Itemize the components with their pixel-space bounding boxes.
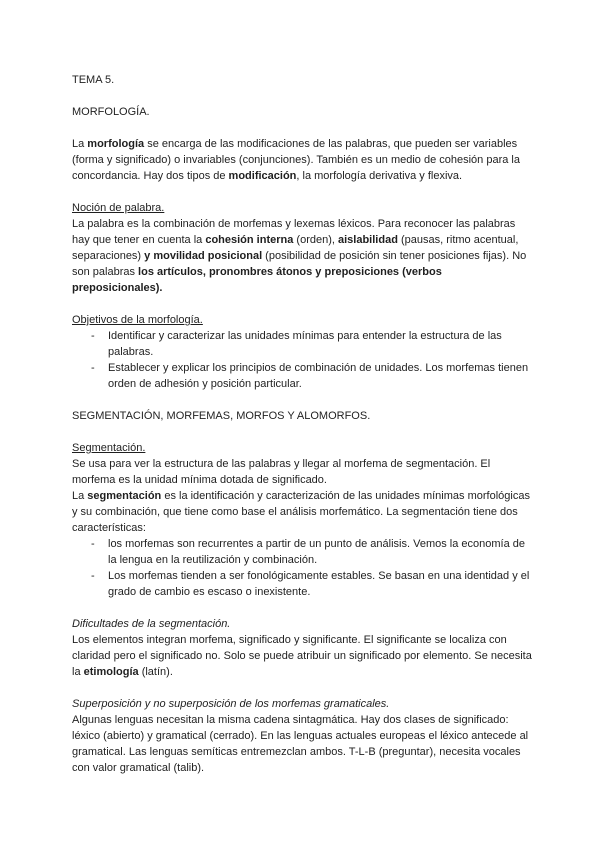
dash-bullet: -	[91, 362, 95, 374]
segmentacion-bold: segmentación	[87, 490, 162, 502]
dash-bullet: -	[91, 538, 95, 550]
objetivos-list	[72, 328, 532, 392]
nocion-heading: Noción de palabra.	[72, 202, 165, 214]
list-item-text: Los morfemas tienden a ser fonológicamente estables. Se basan en una identidad y el grado de cambio es escaso o inexistente.	[108, 570, 530, 598]
list-item-text: Identificar y caracterizar las unidades mínimas para entender la estructura de las palabras.	[108, 330, 502, 358]
nocion-paragraph	[72, 216, 532, 296]
segmentacion-paragraph-1: Se usa para ver la estructura de las palabras y llegar al morfema de segmentación. El morfema es la unidad mínima dotada de significado.	[72, 458, 491, 486]
intro-paragraph	[72, 136, 532, 184]
spacer	[72, 600, 532, 616]
objetivos-heading: Objetivos de la morfología.	[72, 314, 203, 326]
list-item	[72, 328, 532, 360]
segmentacion-paragraph-2	[72, 488, 532, 536]
section-heading-segmentacion: SEGMENTACIÓN, MORFEMAS, MORFOS Y ALOMORFOS.	[72, 410, 371, 422]
dificultades-text-2: (latín).	[138, 666, 173, 678]
dash-bullet: -	[91, 570, 95, 582]
nocion-bold-movilidad: y movilidad posicional	[141, 250, 263, 262]
list-item-text: los morfemas son recurrentes a partir de un punto de análisis. Vemos la economía de la lengua en la reutilización y combinación.	[108, 538, 526, 566]
spacer	[72, 88, 532, 104]
intro-text-3: , la morfología derivativa y flexiva.	[296, 170, 463, 182]
dificultades-bold-etimologia: etimología	[83, 666, 139, 678]
segmentacion-text-2: es la identificación y caracterización de las unidades mínimas morfológicas y su combinación, que tiene como base el análisis morfemático. La segmentación tiene dos características:	[72, 490, 530, 534]
superposicion-heading: Superposición y no superposición de los morfemas gramaticales.	[72, 698, 390, 710]
document-title: TEMA 5.	[72, 74, 115, 86]
segmentacion-text-1: La	[72, 490, 88, 502]
nocion-bold-articulos: los artículos, pronombres átonos y preposiciones (verbos preposicionales).	[72, 266, 442, 294]
nocion-text-1: La palabra es la combinación de morfemas y lexemas léxicos. Para reconocer las palabras hay que tener en cuenta la	[72, 218, 516, 246]
nocion-text-2: (orden),	[293, 234, 338, 246]
nocion-bold-aislabilidad: aislabilidad	[338, 234, 398, 246]
dificultades-paragraph	[72, 632, 532, 680]
spacer	[72, 120, 532, 136]
intro-text-2: se encarga de las modificaciones de las palabras, que pueden ser variables (forma y significado) o invariables (conjunciones). También es un medio de cohesión para la concordancia. Hay dos tipos de	[72, 138, 520, 182]
nocion-text-3: (pausas, ritmo acentual, separaciones)	[72, 234, 519, 262]
spacer	[72, 424, 532, 440]
spacer	[72, 184, 532, 200]
nocion-text-4: (posibilidad de posición sin tener posiciones fijas). No son palabras	[72, 250, 527, 278]
segmentacion-heading: Segmentación.	[72, 442, 146, 454]
spacer	[72, 680, 532, 696]
dash-bullet: -	[91, 330, 95, 342]
superposicion-paragraph: Algunas lenguas necesitan la misma cadena sintagmática. Hay dos clases de significado: léxico (abierto) y gramatical (cerrado). En las lenguas actuales europeas el léxico antecede al gramatical. Las lenguas semíticas entremezclan ambos. T-L-B (preguntar), necesita vocales con valor gramatical (talib).	[72, 714, 529, 774]
intro-bold-morfologia: morfología	[87, 138, 145, 150]
segmentacion-list	[72, 536, 532, 600]
spacer	[72, 392, 532, 408]
dificultades-text-1: Los elementos integran morfema, significado y significante. El significante se localiza con claridad pero el significado no. Solo se puede atribuir un significado por elemento. Se necesita la	[72, 634, 532, 678]
list-item	[72, 536, 532, 568]
document-page	[72, 72, 532, 776]
nocion-bold-cohesion: cohesión interna	[205, 234, 294, 246]
dificultades-heading: Dificultades de la segmentación.	[72, 618, 231, 630]
list-item	[72, 360, 532, 392]
intro-text-1: La	[72, 138, 88, 150]
list-item	[72, 568, 532, 600]
spacer	[72, 296, 532, 312]
list-item-text: Establecer y explicar los principios de combinación de unidades. Los morfemas tienen orden de adhesión y posición particular.	[108, 362, 529, 390]
section-heading-morfologia: MORFOLOGÍA.	[72, 106, 150, 118]
intro-bold-modificacion: modificación	[228, 170, 297, 182]
